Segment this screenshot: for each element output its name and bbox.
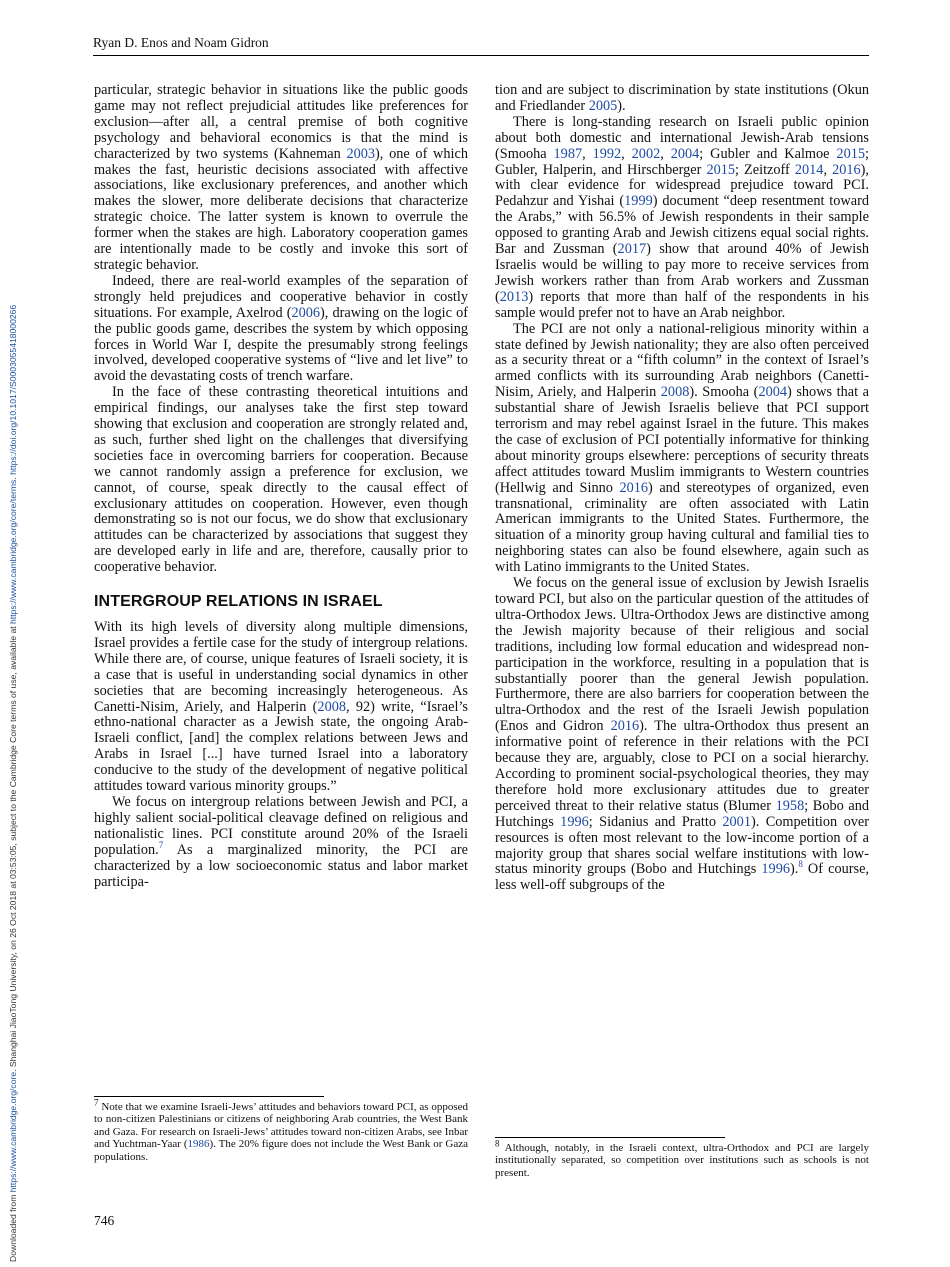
citation-link[interactable]: 2006 (291, 304, 321, 321)
citation-link[interactable]: 1987 (553, 145, 583, 162)
citation-link[interactable]: 2003 (346, 145, 376, 162)
citation-link[interactable]: 2013 (499, 288, 529, 305)
citation-link[interactable]: 1996 (761, 861, 790, 878)
citation-link[interactable]: 2016 (832, 161, 861, 178)
paragraph: We focus on the general issue of exclusion by Jewish Israelis toward PCI, but also on the particular question of the attitudes of ultra-Orthodox Jews. Ultra-Orthodox Jews are distinctive among the Jewish majority because of their religious and social traditions, including low formal education and widespread non-participation in the workforce, resulting in a population that is substantially poorer than the general Jewish population. Furthermore, there are also barriers for cooperation between the ultra-Orthodox and the rest of the Israeli Jewish population (Enos and Gidron 2016). The ultra-Orthodox thus present an informative point of reference in their relations with the PCI because they are, arguably, close to PCI on a social hierarchy. According to prominent social-psychological theories, they may therefore hold more exclusionary attitudes due to greater perceived threat to their relative status (Blumer 1958; Bobo and Hutchings 1996; Sidanius and Pratto 2001). Competition over resources is often most relevant to the low-income portion of a majority group that shares social welfare institutions with low-status minority groups (Bobo and Hutchings 1996).$^8$ Of course, less well-off subgroups of the (495, 575, 869, 894)
footnote-divider (94, 1096, 324, 1097)
paragraph: tion and are subject to discrimination by state institutions (Okun and Friedlander 2005). (495, 82, 869, 114)
citation-link[interactable]: 1999 (624, 193, 653, 210)
citation-link[interactable]: 2016 (619, 479, 649, 496)
paragraph: We focus on intergroup relations between Jewish and PCI, a highly salient social-political cleavage defined on religious and nationalistic lines. PCI constitute around 20% of the Israeli population.$^7$ As a marginalized minority, the PCI are characterized by a low socioeconomic status and labor market participa- (94, 793, 468, 890)
footnote-7: $^7$ Note that we examine Israeli-Jews’ attitudes and behaviors toward PCI, as opposed to non-citizen Palestinians or citizens of neighboring Arab countries, the West Bank and Gaza. For research on Israeli-Jews’ attitudes toward non-citizen Arabs, see Inbar and Yuchtman-Yaar (1986). The 20% figure does not include the West Bank or Gaza populations. (94, 1097, 468, 1163)
paragraph: particular, strategic behavior in situations like the public goods game may not reflect prejudicial attitudes like preferences for exclusion—after all, a central premise of both cognitive psychology and behavioral economics is that the mind is characterized by two systems (Kahneman 2003), one of which makes the fast, heuristic decisions associated with affective associations, like exclusionary preferences, and another which makes the slower, more deliberate decisions that characterize strategic choice. The latter system is known to overrule the former when the stakes are high. Laboratory cooperation games are intentionally made to be costly and invoke this sort of strategic behavior. (94, 82, 468, 273)
citation-link[interactable]: 2015 (706, 161, 736, 178)
citation-link[interactable]: 2002 (631, 145, 661, 162)
citation-link[interactable]: 2015 (836, 145, 866, 162)
paragraph: There is long-standing research on Israeli public opinion about both domestic and international Jewish-Arab tensions (Smooha 1987, 1992, 2002, 2004; Gubler and Kalmoe 2015; Gubler, Halperin, and Hirschberger 2015; Zeitzoff 2014, 2016), with clear evidence for widespread prejudice toward PCI. Pedahzur and Yishai (1999) document “deep resentment toward the Arabs,” with 56.5% of Jewish respondents in their sample opposed to granting Arab and Jewish citizens equal social rights. Bar and Zussman (2017) show that around 40% of Jewish Israelis would be willing to pay more to receive services from Jewish workers rather than from Arab workers and Zussman (2013) reports that more than half of the respondents in his sample would prefer not to have an Arab neighbor. (495, 113, 869, 321)
paragraph: With its high levels of diversity along multiple dimensions, Israel provides a fertile case for the study of intergroup relations. While there are, of course, unique features of Israeli society, it is a case that is useful in understanding social dynamics in other societies that are becoming increasingly heterogeneous. As Canetti-Nisim, Ariely, and Halperin (2008, 92) write, “Israel’s ethno-national character as a Jewish state, the ongoing Arab-Israeli conflict, [and] the complex relations between Jews and Arabs in Israel [...] have turned Israel into a laboratory conducive to the study of the development of negative political attitudes toward various minority groups.” (94, 619, 468, 795)
right-column (495, 83, 869, 894)
citation-link[interactable]: 2005 (588, 97, 618, 114)
download-notice: Downloaded from https://www.cambridge.org/core. Shanghai JiaoTong University, on 26 Oct 2018 at 03:53:05, subject to the Cambridge Core terms of use, available at https://www.cambridge.org/core/terms. https://doi.org/10.1017/S0003055418000266 (8, 304, 18, 1262)
citation-link[interactable]: 2001 (722, 813, 751, 830)
left-column (94, 83, 468, 890)
citation-link[interactable]: 2017 (617, 241, 647, 258)
citation-link[interactable]: 2004 (670, 145, 700, 162)
terms-link[interactable]: https://www.cambridge.org/core/terms (8, 479, 18, 624)
cambridge-core-link[interactable]: https://www.cambridge.org/core (8, 1071, 18, 1193)
citation-link[interactable]: 2008 (317, 698, 347, 715)
section-heading: INTERGROUP RELATIONS IN ISRAEL (94, 593, 383, 611)
citation-link[interactable]: 1996 (560, 813, 589, 830)
citation-link[interactable]: 1992 (592, 145, 622, 162)
citation-link[interactable]: 2014 (794, 161, 824, 178)
citation-link[interactable]: 1958 (775, 797, 805, 814)
footnote-8: $^8$ Although, notably, in the Israeli context, ultra-Orthodox and PCI are largely institutionally separated, so competition over institutions such as schools is not present. (495, 1138, 869, 1179)
page-number: 746 (94, 1213, 115, 1228)
footnote-marker[interactable]: 8 (798, 859, 803, 870)
paragraph: The PCI are not only a national-religious minority within a state defined by Jewish nationality; they are also often perceived as a security threat or a “fifth column” in the context of Israel’s armed conflicts with its surrounding Arab neighbors (Canetti-Nisim, Ariely, and Halperin 2008). Smooha (2004) shows that a substantial share of Jewish Israelis believe that PCI support terrorism and may rebel against Israel in the future. This makes the case of exclusion of PCI potentially informative for thinking about minority groups elsewhere: perceptions of security threats affect attitudes toward Muslim immigrants to Western countries (Hellwig and Sinno 2016) and stereotypes of organized, even transnational, criminality are often associated with Latin American immigrants to the United States. Furthermore, the situation of a minority group having cultural and familial ties to neighboring states can also be found elsewhere, again such as with Latino immigrants to the United States. (495, 320, 869, 576)
doi-link[interactable]: https://doi.org/10.1017/S0003055418000266 (8, 304, 18, 475)
paragraph: Indeed, there are real-world examples of the separation of strongly held prejudices and cooperative behavior in costly situations. For example, Axelrod (2006), drawing on the logic of the public goods game, describes the system by which opposing forces in World War I, despite the presumably strong feelings involved, developed cooperative systems of “live and let live” to avoid the devastating costs of trench warfare. (94, 272, 468, 385)
citation-link[interactable]: 1986 (187, 1138, 210, 1151)
citation-link[interactable]: 2004 (758, 384, 788, 401)
footnote-divider (495, 1137, 725, 1138)
citation-link[interactable]: 2008 (660, 384, 690, 401)
running-head: Ryan D. Enos and Noam Gidron (93, 35, 869, 56)
citation-link[interactable]: 2016 (610, 718, 640, 735)
footnote-marker[interactable]: 7 (158, 839, 164, 850)
paragraph: In the face of these contrasting theoretical intuitions and empirical findings, our analyses take the first step toward showing that exclusion and cooperation are strongly related and, as such, further shed light on the challenges that diversifying societies face in overcoming barriers for cooperation. Because we cannot randomly assign a preference for exclusion, we cannot, of course, speak directly to the causal effect of exclusionary attitudes on cooperation. However, even though demonstrating so is not our focus, we do show that exclusionary attitudes can be characterized by associations that suggest they are developed early in life and are, therefore, causally prior to cooperative behavior. (94, 384, 468, 576)
